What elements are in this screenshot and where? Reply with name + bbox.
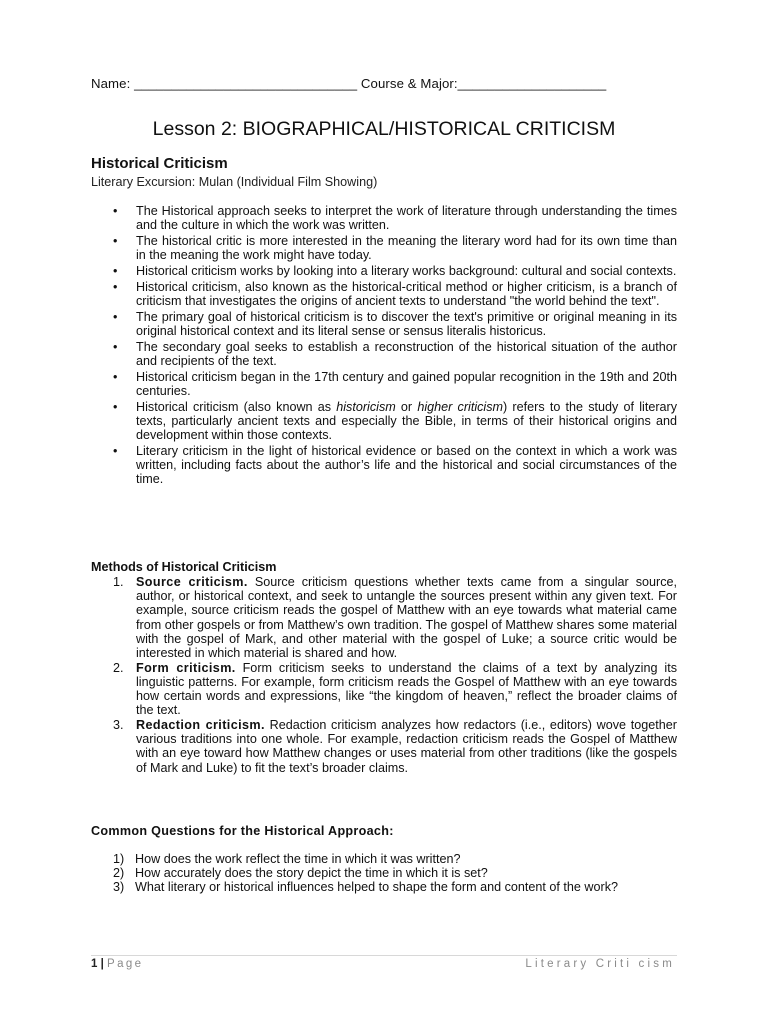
item-number: 1. [113, 575, 124, 589]
list-item: 3) What literary or historical influences helped to shape the form and content of the work? [113, 880, 619, 895]
list-item: 3. Redaction criticism. Redaction criticism analyzes how redactors (i.e., editors) wove together various traditions into one whole. For example, redaction criticism reads the Gospel of Matthew with an eye toward how Matthew changes or uses material from other traditions (like the gospels of Mark and Luke) to fit the text’s broader claims. [113, 718, 677, 775]
item-number: 2) [113, 866, 125, 881]
bullet-icon: • [113, 399, 118, 414]
methods-heading: Methods of Historical Criticism [91, 560, 277, 574]
item-number: 3. [113, 718, 124, 733]
list-item: • The historical critic is more interested in the meaning the literary word had for its own time than in the meaning the work might have today. [113, 234, 677, 263]
method-term: Form criticism. [136, 660, 236, 675]
list-item: 1. Source criticism. Source criticism questions whether texts came from a singular source, author, or historical context, and seek to untangle the sources present within any given text. For example, source criticism reads the gospel of Matthew with an eye towards what material came from other gospels or from Matthew’s own tradition. The gospel of Matthew shares some material with the gospel of Mark, and other material with the gospel of Luke; a source critic would be interested in which material is shared and how. [113, 575, 677, 661]
method-term: Source criticism. [136, 575, 248, 589]
bullet-icon: • [113, 444, 118, 458]
list-item: • Historical criticism works by looking into a literary works background: cultural and social contexts. [113, 264, 677, 278]
bullet-list [91, 204, 677, 488]
method-term: Redaction criticism. [136, 718, 265, 733]
list-item: • The secondary goal seeks to establish a reconstruction of the historical situation of the author and recipients of the text. [113, 339, 677, 368]
name-course-line: Name: ______________________________ Course & Major:____________________ [91, 76, 607, 91]
lesson-title: Lesson 2: BIOGRAPHICAL/HISTORICAL CRITICISM [152, 118, 616, 140]
bullet-icon: • [113, 279, 118, 294]
list-item: • Literary criticism in the light of historical evidence or based on the context in which a work was written, including facts about the author’s life and the historical and social circumstances of the time. [113, 444, 677, 487]
list-item: 2. Form criticism. Form criticism seeks to understand the claims of a text by analyzing its linguistic patterns. For example, form criticism reads the Gospel of Matthew with an eye towards how certain words and expressions, like “the kingdom of heaven,” reflect the broader claims of the text. [113, 660, 677, 718]
section-subtitle: Literary Excursion: Mulan (Individual Film Showing) [91, 175, 378, 189]
bullet-icon: • [113, 234, 118, 248]
page-number: 1 | Page [91, 958, 144, 970]
item-number: 2. [113, 660, 124, 675]
list-item: 1) How does the work reflect the time in which it was written? [113, 852, 461, 866]
list-item: • Historical criticism (also known as historicism or higher criticism) refers to the study of literary texts, particularly ancient texts and especially the Bible, in terms of their historical origins and development within those contexts. [113, 399, 678, 443]
questions-heading: Common Questions for the Historical Approach: [91, 824, 394, 838]
bullet-icon: • [113, 339, 118, 354]
questions-list [91, 852, 677, 895]
list-item: • Historical criticism, also known as the historical-critical method or higher criticism, is a branch of criticism that investigates the origins of ancient texts to understand "the world behind the text". [113, 279, 677, 308]
bullet-icon: • [113, 309, 118, 324]
list-item: • The primary goal of historical criticism is to discover the text's primitive or original meaning in its original historical context and its literal sense or sensus literalis historicus. [113, 309, 677, 338]
footer-title: Literary Criti cism [525, 958, 675, 970]
list-item: • Historical criticism began in the 17th century and gained popular recognition in the 19th and 20th centuries. [113, 369, 677, 398]
methods-list [91, 575, 677, 775]
list-item: 2) How accurately does the story depict the time in which it is set? [113, 866, 488, 881]
bullet-icon: • [113, 264, 118, 278]
item-number: 1) [113, 852, 125, 866]
item-number: 3) [113, 880, 125, 895]
list-item: • The Historical approach seeks to interpret the work of literature through understanding the times and the culture in which the work was written. [113, 204, 677, 233]
section-title: Historical Criticism [91, 155, 228, 172]
bullet-icon: • [113, 204, 118, 218]
bullet-icon: • [113, 369, 118, 384]
footer-divider [91, 955, 677, 956]
